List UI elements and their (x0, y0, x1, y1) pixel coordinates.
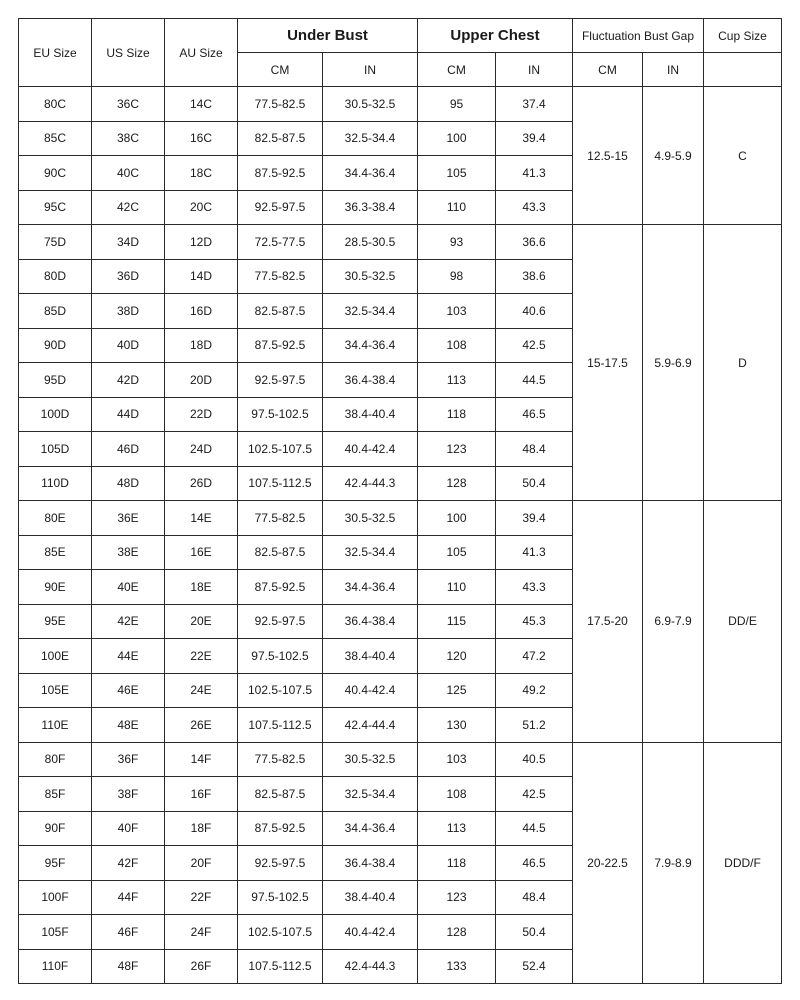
cell-under-bust-cm: 102.5-107.5 (238, 915, 323, 950)
cell-upper-chest-in: 46.5 (496, 397, 573, 432)
header-upper-chest-cm: CM (418, 53, 496, 87)
header-gap-in: IN (643, 53, 704, 87)
cell-under-bust-in: 28.5-30.5 (323, 225, 418, 260)
header-au-size: AU Size (165, 19, 238, 87)
cell-upper-chest-cm: 93 (418, 225, 496, 260)
cell-us-size: 36E (92, 501, 165, 536)
cell-under-bust-in: 34.4-36.4 (323, 811, 418, 846)
cell-upper-chest-cm: 125 (418, 673, 496, 708)
cell-upper-chest-in: 43.3 (496, 190, 573, 225)
cell-au-size: 14D (165, 259, 238, 294)
cell-under-bust-in: 34.4-36.4 (323, 570, 418, 605)
cell-us-size: 42D (92, 363, 165, 398)
cell-eu-size: 75D (19, 225, 92, 260)
cell-under-bust-cm: 87.5-92.5 (238, 811, 323, 846)
cell-au-size: 18F (165, 811, 238, 846)
header-gap-cm: CM (573, 53, 643, 87)
cell-eu-size: 110F (19, 949, 92, 984)
cell-under-bust-cm: 87.5-92.5 (238, 570, 323, 605)
header-fluctuation-bust-gap: Fluctuation Bust Gap (573, 19, 704, 53)
cell-upper-chest-in: 37.4 (496, 87, 573, 122)
cell-au-size: 22E (165, 639, 238, 674)
header-under-bust-in: IN (323, 53, 418, 87)
cell-au-size: 16D (165, 294, 238, 329)
cell-under-bust-in: 30.5-32.5 (323, 742, 418, 777)
cell-under-bust-cm: 92.5-97.5 (238, 363, 323, 398)
cell-under-bust-cm: 92.5-97.5 (238, 190, 323, 225)
cell-au-size: 24E (165, 673, 238, 708)
cell-under-bust-in: 32.5-34.4 (323, 121, 418, 156)
cell-under-bust-cm: 107.5-112.5 (238, 708, 323, 743)
cell-gap-in: 7.9-8.9 (643, 742, 704, 984)
cell-upper-chest-in: 47.2 (496, 639, 573, 674)
cell-us-size: 40F (92, 811, 165, 846)
cell-au-size: 20F (165, 846, 238, 881)
cell-upper-chest-cm: 100 (418, 121, 496, 156)
cell-au-size: 20D (165, 363, 238, 398)
cell-eu-size: 95F (19, 846, 92, 881)
cell-under-bust-in: 42.4-44.3 (323, 949, 418, 984)
cell-upper-chest-cm: 128 (418, 915, 496, 950)
cell-gap-in: 6.9-7.9 (643, 501, 704, 743)
cell-au-size: 26D (165, 466, 238, 501)
cell-upper-chest-cm: 103 (418, 294, 496, 329)
header-under-bust-cm: CM (238, 53, 323, 87)
cell-upper-chest-in: 41.3 (496, 156, 573, 191)
cell-gap-in: 5.9-6.9 (643, 225, 704, 501)
cell-under-bust-in: 36.4-38.4 (323, 604, 418, 639)
cell-under-bust-cm: 107.5-112.5 (238, 949, 323, 984)
cell-us-size: 36C (92, 87, 165, 122)
cell-au-size: 16E (165, 535, 238, 570)
cell-upper-chest-cm: 118 (418, 846, 496, 881)
cell-au-size: 20C (165, 190, 238, 225)
cell-au-size: 14F (165, 742, 238, 777)
cell-upper-chest-cm: 115 (418, 604, 496, 639)
cell-us-size: 48D (92, 466, 165, 501)
cell-under-bust-cm: 72.5-77.5 (238, 225, 323, 260)
cell-under-bust-cm: 77.5-82.5 (238, 259, 323, 294)
cell-us-size: 36D (92, 259, 165, 294)
cell-upper-chest-in: 48.4 (496, 432, 573, 467)
cell-upper-chest-in: 36.6 (496, 225, 573, 260)
cell-us-size: 42F (92, 846, 165, 881)
header-eu-size: EU Size (19, 19, 92, 87)
table-row (19, 225, 782, 260)
cell-au-size: 16F (165, 777, 238, 812)
header-us-size: US Size (92, 19, 165, 87)
cell-us-size: 46F (92, 915, 165, 950)
cell-upper-chest-cm: 108 (418, 777, 496, 812)
cell-upper-chest-cm: 123 (418, 880, 496, 915)
cell-au-size: 26F (165, 949, 238, 984)
cell-eu-size: 85E (19, 535, 92, 570)
cell-au-size: 18C (165, 156, 238, 191)
cell-gap-cm: 17.5-20 (573, 501, 643, 743)
cell-eu-size: 90D (19, 328, 92, 363)
cell-us-size: 36F (92, 742, 165, 777)
table-body (19, 87, 782, 984)
cell-under-bust-in: 36.4-38.4 (323, 363, 418, 398)
cell-eu-size: 100D (19, 397, 92, 432)
cell-upper-chest-cm: 108 (418, 328, 496, 363)
cell-under-bust-in: 42.4-44.3 (323, 466, 418, 501)
cell-eu-size: 90F (19, 811, 92, 846)
cell-under-bust-cm: 102.5-107.5 (238, 673, 323, 708)
cell-au-size: 18D (165, 328, 238, 363)
cell-upper-chest-cm: 123 (418, 432, 496, 467)
cell-under-bust-cm: 77.5-82.5 (238, 742, 323, 777)
cell-cup-size: DD/E (704, 501, 782, 743)
table-row (19, 87, 782, 122)
cell-eu-size: 80F (19, 742, 92, 777)
cell-under-bust-in: 38.4-40.4 (323, 397, 418, 432)
cell-under-bust-cm: 82.5-87.5 (238, 777, 323, 812)
cell-eu-size: 105E (19, 673, 92, 708)
cell-under-bust-in: 38.4-40.4 (323, 639, 418, 674)
cell-under-bust-in: 32.5-34.4 (323, 777, 418, 812)
cell-under-bust-in: 40.4-42.4 (323, 673, 418, 708)
cell-upper-chest-cm: 128 (418, 466, 496, 501)
cell-under-bust-cm: 82.5-87.5 (238, 121, 323, 156)
cell-under-bust-in: 36.3-38.4 (323, 190, 418, 225)
cell-upper-chest-cm: 113 (418, 363, 496, 398)
cell-upper-chest-cm: 110 (418, 570, 496, 605)
cell-us-size: 42C (92, 190, 165, 225)
cell-eu-size: 85D (19, 294, 92, 329)
cell-upper-chest-cm: 105 (418, 156, 496, 191)
table-header (19, 19, 782, 87)
table-row (19, 501, 782, 536)
cell-upper-chest-in: 51.2 (496, 708, 573, 743)
cell-eu-size: 90C (19, 156, 92, 191)
cell-eu-size: 110E (19, 708, 92, 743)
cell-au-size: 14E (165, 501, 238, 536)
cell-gap-cm: 12.5-15 (573, 87, 643, 225)
cell-eu-size: 100F (19, 880, 92, 915)
cell-upper-chest-in: 50.4 (496, 466, 573, 501)
cell-under-bust-in: 38.4-40.4 (323, 880, 418, 915)
cell-under-bust-cm: 97.5-102.5 (238, 397, 323, 432)
cell-eu-size: 95D (19, 363, 92, 398)
cell-us-size: 38D (92, 294, 165, 329)
cell-us-size: 40E (92, 570, 165, 605)
cell-eu-size: 80D (19, 259, 92, 294)
cell-upper-chest-cm: 130 (418, 708, 496, 743)
cell-under-bust-in: 34.4-36.4 (323, 328, 418, 363)
cell-under-bust-in: 34.4-36.4 (323, 156, 418, 191)
cell-under-bust-cm: 97.5-102.5 (238, 880, 323, 915)
cell-upper-chest-cm: 113 (418, 811, 496, 846)
cell-upper-chest-in: 48.4 (496, 880, 573, 915)
cell-upper-chest-in: 43.3 (496, 570, 573, 605)
cell-upper-chest-in: 40.5 (496, 742, 573, 777)
cell-gap-cm: 20-22.5 (573, 742, 643, 984)
cell-eu-size: 80C (19, 87, 92, 122)
cell-cup-size: C (704, 87, 782, 225)
cell-us-size: 38E (92, 535, 165, 570)
cell-upper-chest-cm: 110 (418, 190, 496, 225)
cell-eu-size: 105F (19, 915, 92, 950)
cell-us-size: 44F (92, 880, 165, 915)
cell-eu-size: 100E (19, 639, 92, 674)
cell-upper-chest-in: 38.6 (496, 259, 573, 294)
cell-au-size: 22D (165, 397, 238, 432)
cell-under-bust-in: 32.5-34.4 (323, 294, 418, 329)
cell-upper-chest-cm: 100 (418, 501, 496, 536)
cell-us-size: 34D (92, 225, 165, 260)
cell-upper-chest-in: 42.5 (496, 328, 573, 363)
cell-under-bust-in: 40.4-42.4 (323, 915, 418, 950)
cell-under-bust-cm: 102.5-107.5 (238, 432, 323, 467)
cell-under-bust-cm: 77.5-82.5 (238, 501, 323, 536)
cell-under-bust-cm: 87.5-92.5 (238, 328, 323, 363)
cell-us-size: 38F (92, 777, 165, 812)
cell-upper-chest-in: 49.2 (496, 673, 573, 708)
cell-us-size: 40C (92, 156, 165, 191)
cell-under-bust-in: 36.4-38.4 (323, 846, 418, 881)
cell-eu-size: 95E (19, 604, 92, 639)
cell-upper-chest-cm: 120 (418, 639, 496, 674)
cell-us-size: 38C (92, 121, 165, 156)
header-cup-size-sub (704, 53, 782, 87)
cell-upper-chest-in: 50.4 (496, 915, 573, 950)
table-row (19, 742, 782, 777)
cell-us-size: 46E (92, 673, 165, 708)
cell-upper-chest-cm: 95 (418, 87, 496, 122)
cell-upper-chest-in: 42.5 (496, 777, 573, 812)
cell-eu-size: 110D (19, 466, 92, 501)
cell-under-bust-cm: 82.5-87.5 (238, 294, 323, 329)
cell-upper-chest-cm: 133 (418, 949, 496, 984)
cell-us-size: 48F (92, 949, 165, 984)
cell-under-bust-in: 32.5-34.4 (323, 535, 418, 570)
header-upper-chest: Upper Chest (418, 19, 573, 53)
cell-upper-chest-in: 45.3 (496, 604, 573, 639)
cell-au-size: 12D (165, 225, 238, 260)
cell-us-size: 40D (92, 328, 165, 363)
cell-under-bust-in: 30.5-32.5 (323, 501, 418, 536)
cell-under-bust-in: 42.4-44.4 (323, 708, 418, 743)
header-cup-size: Cup Size (704, 19, 782, 53)
cell-upper-chest-in: 40.6 (496, 294, 573, 329)
cell-au-size: 24F (165, 915, 238, 950)
cell-under-bust-cm: 107.5-112.5 (238, 466, 323, 501)
cell-upper-chest-in: 39.4 (496, 501, 573, 536)
cell-under-bust-cm: 87.5-92.5 (238, 156, 323, 191)
cell-cup-size: D (704, 225, 782, 501)
cell-au-size: 14C (165, 87, 238, 122)
cell-eu-size: 85C (19, 121, 92, 156)
cell-under-bust-cm: 82.5-87.5 (238, 535, 323, 570)
cell-upper-chest-in: 39.4 (496, 121, 573, 156)
cell-upper-chest-in: 52.4 (496, 949, 573, 984)
cell-au-size: 24D (165, 432, 238, 467)
cell-cup-size: DDD/F (704, 742, 782, 984)
cell-upper-chest-in: 41.3 (496, 535, 573, 570)
cell-under-bust-cm: 97.5-102.5 (238, 639, 323, 674)
cell-upper-chest-in: 44.5 (496, 811, 573, 846)
cell-upper-chest-cm: 118 (418, 397, 496, 432)
header-upper-chest-in: IN (496, 53, 573, 87)
cell-under-bust-in: 30.5-32.5 (323, 259, 418, 294)
cell-eu-size: 105D (19, 432, 92, 467)
cell-gap-cm: 15-17.5 (573, 225, 643, 501)
cell-eu-size: 90E (19, 570, 92, 605)
cell-gap-in: 4.9-5.9 (643, 87, 704, 225)
cell-us-size: 42E (92, 604, 165, 639)
cell-us-size: 44E (92, 639, 165, 674)
cell-us-size: 46D (92, 432, 165, 467)
cell-under-bust-cm: 92.5-97.5 (238, 846, 323, 881)
cell-upper-chest-cm: 103 (418, 742, 496, 777)
cell-eu-size: 85F (19, 777, 92, 812)
size-chart-table (18, 18, 782, 984)
cell-upper-chest-cm: 98 (418, 259, 496, 294)
cell-under-bust-in: 30.5-32.5 (323, 87, 418, 122)
cell-upper-chest-in: 46.5 (496, 846, 573, 881)
header-under-bust: Under Bust (238, 19, 418, 53)
cell-au-size: 20E (165, 604, 238, 639)
cell-eu-size: 80E (19, 501, 92, 536)
cell-au-size: 26E (165, 708, 238, 743)
cell-au-size: 16C (165, 121, 238, 156)
cell-us-size: 44D (92, 397, 165, 432)
cell-eu-size: 95C (19, 190, 92, 225)
cell-under-bust-in: 40.4-42.4 (323, 432, 418, 467)
cell-under-bust-cm: 92.5-97.5 (238, 604, 323, 639)
cell-au-size: 22F (165, 880, 238, 915)
cell-under-bust-cm: 77.5-82.5 (238, 87, 323, 122)
cell-upper-chest-cm: 105 (418, 535, 496, 570)
cell-us-size: 48E (92, 708, 165, 743)
cell-au-size: 18E (165, 570, 238, 605)
cell-upper-chest-in: 44.5 (496, 363, 573, 398)
